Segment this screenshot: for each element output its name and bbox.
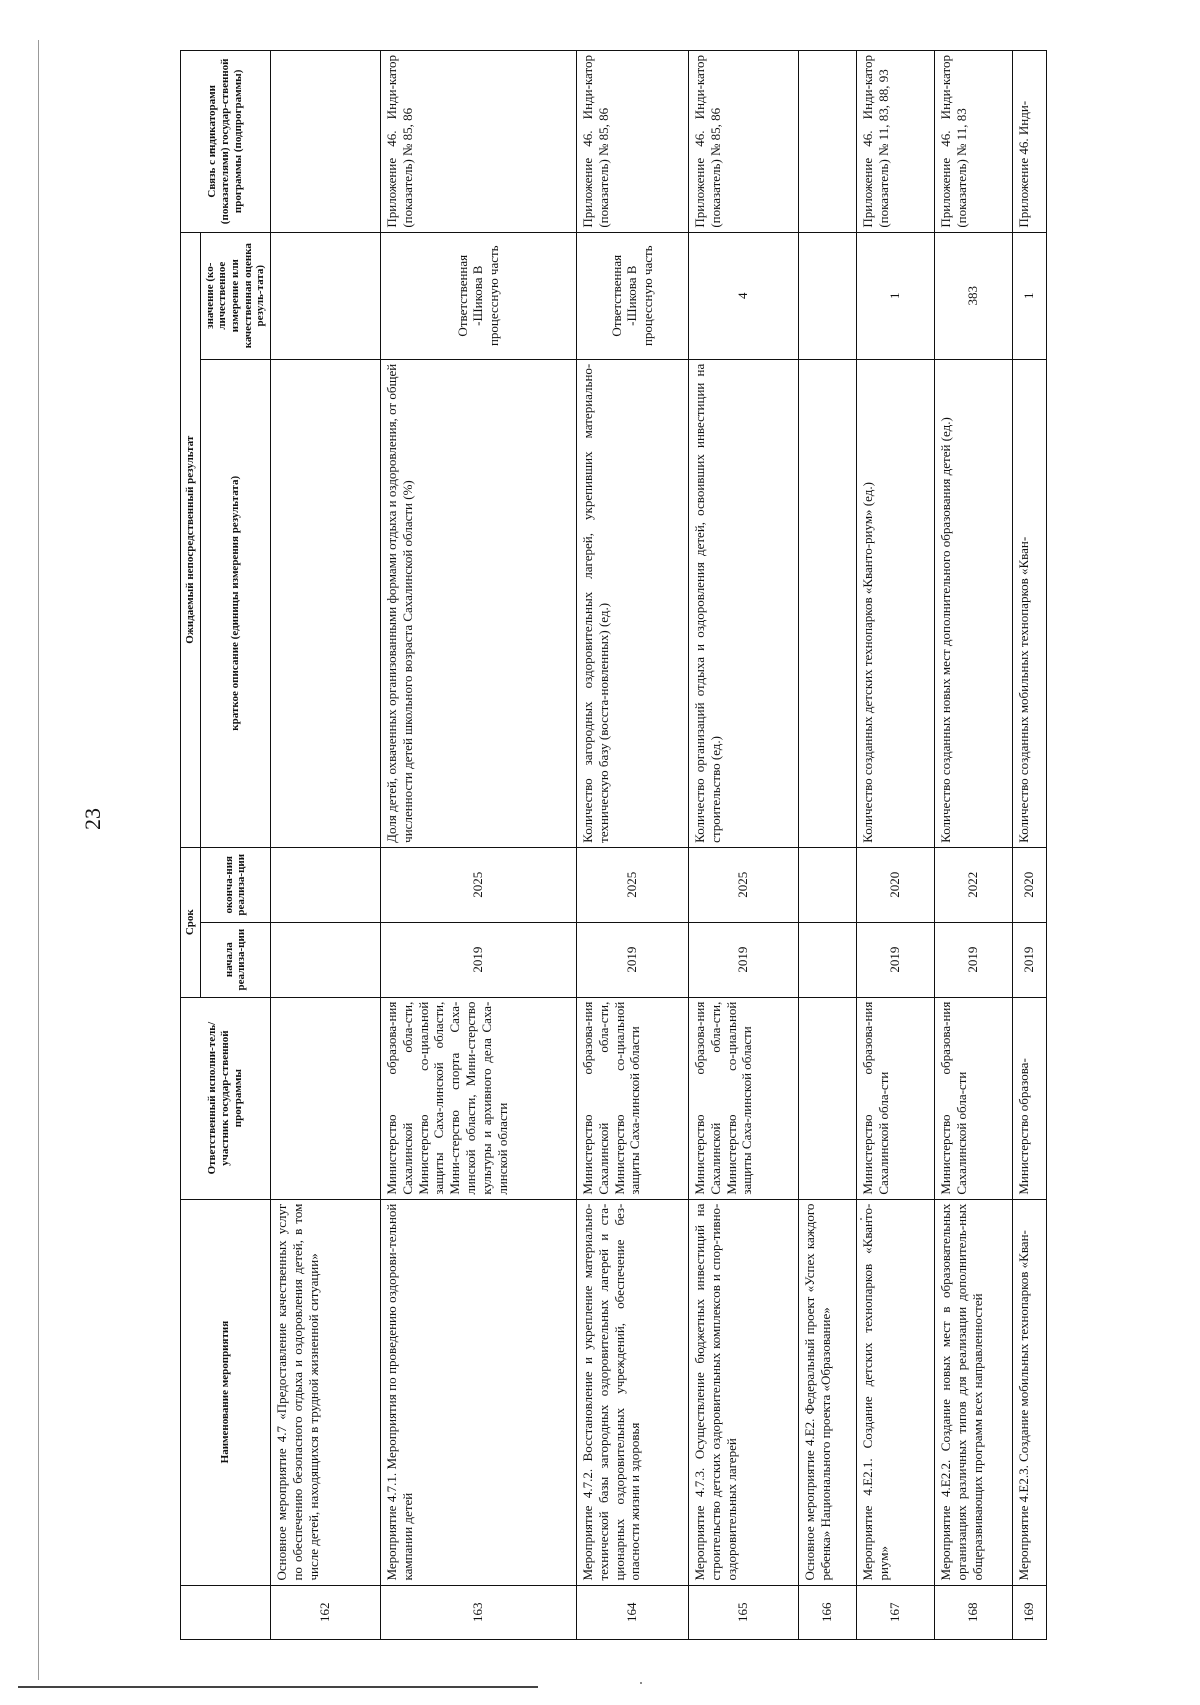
header-term-end: оконча-ния реализа-ции — [200, 847, 270, 922]
result-description: Количество созданных новых мест дополнительного образования детей (ед.) — [934, 359, 1012, 847]
executor: Министерство образова-ния Сахалинской обла-сти — [934, 997, 1012, 1199]
rotated-table-container — [180, 50, 1037, 1640]
header-term: Срок — [181, 847, 201, 997]
result-description: Количество созданных детских технопарков «Кванто-риум» (ед.) — [856, 359, 934, 847]
activities-table — [180, 50, 1047, 1640]
row-number: 163 — [380, 1585, 576, 1639]
executor — [798, 997, 856, 1199]
end-year — [270, 847, 380, 922]
end-year: 2025 — [688, 847, 798, 922]
result-value: 1 — [856, 232, 934, 359]
header-result-desc: краткое описание (единицы измерения результата) — [200, 359, 270, 847]
table-row — [934, 51, 1012, 1640]
indicator-link — [798, 51, 856, 233]
row-number: 166 — [798, 1585, 856, 1639]
bottom-scan-line — [18, 1686, 538, 1688]
end-year: 2020 — [1012, 847, 1046, 922]
indicator-link: Приложение 46. Инди- — [1012, 51, 1046, 233]
result-value — [798, 232, 856, 359]
executor — [270, 997, 380, 1199]
result-value: 1 — [1012, 232, 1046, 359]
activity-name: Основное мероприятие 4.Е2. Федеральный проект «Успех каждого ребенка» Национального проекта «Образование» — [798, 1199, 856, 1585]
end-year — [798, 847, 856, 922]
table-row — [270, 51, 380, 1640]
page-number: 23 — [80, 808, 105, 830]
end-year: 2022 — [934, 847, 1012, 922]
end-year: 2025 — [576, 847, 688, 922]
activity-name: Мероприятие 4.Е2.3. Создание мобильных технопарков «Кван- — [1012, 1199, 1046, 1585]
start-year: 2019 — [934, 922, 1012, 997]
executor: Министерство образова- — [1012, 997, 1046, 1199]
start-year: 2019 — [1012, 922, 1046, 997]
executor: Министерство образова-ния Сахалинской обла-сти — [856, 997, 934, 1199]
start-year: 2019 — [576, 922, 688, 997]
start-year — [798, 922, 856, 997]
header-name: Наименование мероприятия — [181, 1199, 271, 1585]
start-year: 2019 — [380, 922, 576, 997]
activity-name: Основное мероприятие 4.7 «Предоставление качественных услуг по обеспечению безопасного отдыха и оздоровления детей, в том числе детей, находящихся в трудной жизненной ситуации» — [270, 1199, 380, 1585]
result-value: Ответственная -Шикова В процессную часть — [380, 232, 576, 359]
header-executor: Ответственный исполни-тель/участник государ-ственной программы — [181, 997, 271, 1199]
row-number: 169 — [1012, 1585, 1046, 1639]
activity-name: Мероприятие 4.7.1. Мероприятия по проведению оздорови-тельной кампании детей — [380, 1199, 576, 1585]
table-row — [1012, 51, 1046, 1640]
row-number: 165 — [688, 1585, 798, 1639]
header-term-start: начала реализа-ции — [200, 922, 270, 997]
executor: Министерство образова-ния Сахалинской обла-сти, Министерство со-циальной защиты Саха-линской области, Мини-стерство спорта Саха-линской области, Мини-стерство культуры и архивного дела Саха-линской области — [380, 997, 576, 1199]
row-number: 168 — [934, 1585, 1012, 1639]
indicator-link: Приложение 46. Инди-катор (показатель) № 11, 83 — [934, 51, 1012, 233]
activity-name: Мероприятие 4.Е2.1. Создание детских технопарков «Кванто-риум» — [856, 1199, 934, 1585]
table-row — [380, 51, 576, 1640]
activity-name: Мероприятие 4.7.2. Восстановление и укрепление материально-технической базы загородных оздоровительных лагерей и ста-ционарных оздоровительных учреждений, обеспечение без-опасности жизни и здоровья — [576, 1199, 688, 1585]
result-value: 383 — [934, 232, 1012, 359]
scan-speck — [640, 1682, 642, 1684]
header-result: Ожидаемый непосредственный результат — [181, 232, 201, 847]
left-margin-line — [38, 40, 39, 1680]
result-description: Количество созданных мобильных технопарков «Кван- — [1012, 359, 1046, 847]
result-value: 4 — [688, 232, 798, 359]
start-year: 2019 — [856, 922, 934, 997]
start-year — [270, 922, 380, 997]
end-year: 2025 — [380, 847, 576, 922]
header-result-value: значение (ко-личественное измерение или качественная оценка резуль-тата) — [200, 232, 270, 359]
indicator-link: Приложение 46. Инди-катор (показатель) № 11, 83, 88, 93 — [856, 51, 934, 233]
header-row-1 — [181, 51, 201, 1640]
table-row — [576, 51, 688, 1640]
indicator-link — [270, 51, 380, 233]
table-row — [798, 51, 856, 1640]
end-year: 2020 — [856, 847, 934, 922]
row-number: 162 — [270, 1585, 380, 1639]
row-number: 164 — [576, 1585, 688, 1639]
start-year: 2019 — [688, 922, 798, 997]
activity-name: Мероприятие 4.Е2.2. Создание новых мест в образовательных организациях различных типов для реализации дополнитель-ных общеразвивающих программ всех направленностей — [934, 1199, 1012, 1585]
executor: Министерство образова-ния Сахалинской обла-сти, Министерство со-циальной защиты Саха-линской области — [688, 997, 798, 1199]
result-description: Доля детей, охваченных организованными формами отдыха и оздоровления, от общей численности детей школьного возраста Сахалинской области (%) — [380, 359, 576, 847]
indicator-link: Приложение 46. Инди-катор (показатель) № 85, 86 — [688, 51, 798, 233]
result-description: Количество организаций отдыха и оздоровления детей, освоивших инвестиции на строительство (ед.) — [688, 359, 798, 847]
result-value: Ответственная -Шикова В процессную часть — [576, 232, 688, 359]
result-description — [270, 359, 380, 847]
header-indicators: Связь с индикаторами (показателями) государ-ственной программы (подпрограммы) — [181, 51, 271, 233]
result-value — [270, 232, 380, 359]
row-number: 167 — [856, 1585, 934, 1639]
executor: Министерство образова-ния Сахалинской обла-сти, Министерство со-циальной защиты Саха-линской области — [576, 997, 688, 1199]
result-description — [798, 359, 856, 847]
indicator-link: Приложение 46. Инди-катор (показатель) № 85, 86 — [380, 51, 576, 233]
header-index — [181, 1585, 271, 1639]
table-row — [688, 51, 798, 1640]
indicator-link: Приложение 46. Инди-катор (показатель) № 85, 86 — [576, 51, 688, 233]
table-row — [856, 51, 934, 1640]
activity-name: Мероприятие 4.7.3. Осуществление бюджетных инвестиций на строительство детских оздоровительных комплексов и спор-тивно-оздоровительных лагерей — [688, 1199, 798, 1585]
result-description: Количество загородных оздоровительных лагерей, укрепивших материально-техническую базу (восста-новленных) (ед.) — [576, 359, 688, 847]
